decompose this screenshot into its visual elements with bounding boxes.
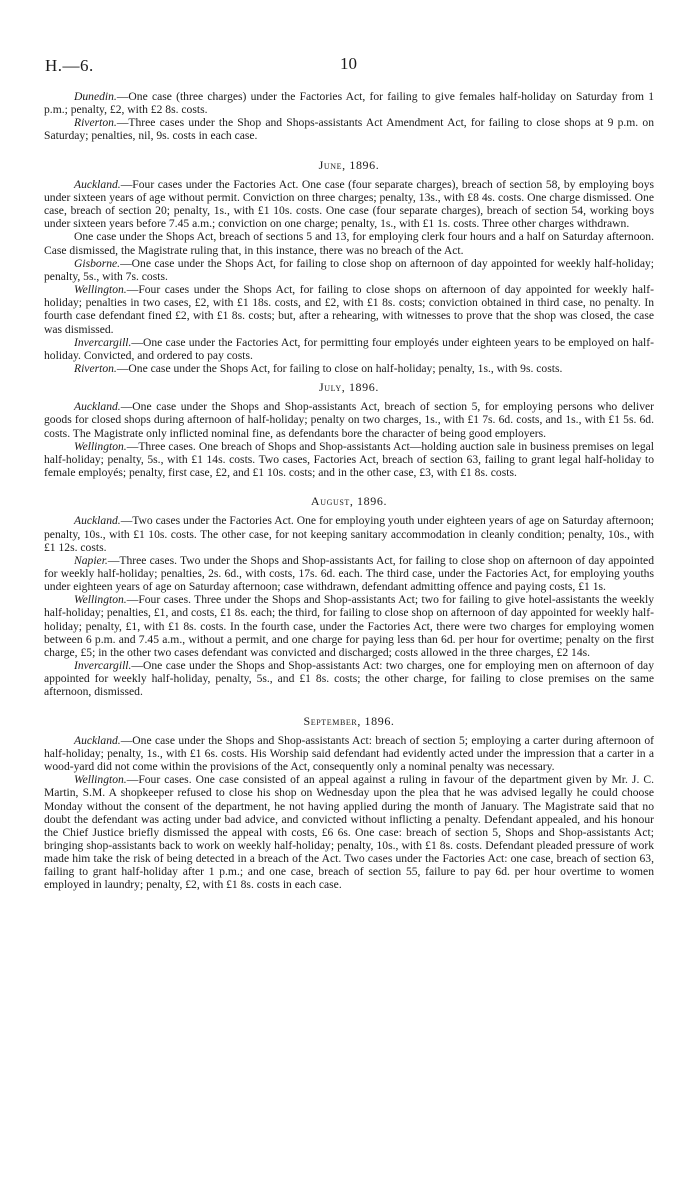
paragraph-text: Four cases. One case consisted of an appeal against a ruling in favour of the department given by Mr. J. C. Martin, S.M. A shopkeeper refused to close his shop on Wednesday upon the plea that he was advised legally he could choose Monday without the consent of the department, he not having applied during the month of January. The Magistrate said that no doubt the defendant was acting under bad advice, and convicted without inflicting a penalty. Defendant appealed, and his honour the Chief Justice briefly dismissed the appeal with costs, £6 6s. One case: breach of section 5, Shops and Shop-assistants Act; bringing shop-assistants back to work on weekly half-holiday; penalty, 10s., with £1 8s. costs. Defendant pleaded pressure of work made him take the risk of being detected in a breach of the Act. Two cases under the Factories Act: one case, breach of section 63, failing to grant half-holiday after 1 p.m.; and one case, breach of section 55, failure to pay 6d. per hour overtime to women employed in laundry; penalty, £2, with £1 8s. costs in each case. xyxy=(44,773,654,892)
paragraph-text: Two cases under the Factories Act. One for employing youth under eighteen years of age on Saturday afternoon; penalty, 10s., with £1 10s. costs. The other case, for not keeping sanitary accommodation in cleanly condition; penalty, 10s., with £1 12s. costs. xyxy=(44,514,654,554)
paragraph-text: One case under the Shops Act, breach of sections 5 and 13, for employing clerk four hours and a half on Saturday afternoon. Case dismissed, the Magistrate ruling that, in this instance, there was no breach of the Act. xyxy=(44,230,654,257)
paragraph: Riverton.—Three cases under the Shop and Shops-assistants Act Amendment Act, for failing to close shops at 9 p.m. on Saturday; penalties, nil, 9s. costs in each case. xyxy=(44,116,654,143)
place-name: Auckland. xyxy=(74,733,121,747)
section-heading-september: September, 1896. xyxy=(303,713,395,728)
paragraph: Invercargill.—One case under the Shops and Shop-assistants Act: two charges, one for employing men on afternoon of day appointed for weekly half-holiday, penalty, 5s., and £1 8s. costs; the other charge, for failing to close premises on the same afternoon, dismissed. xyxy=(44,659,654,699)
paragraph-text: Four cases. Three under the Shops and Shop-assistants Act; two for failing to give hotel-assistants the weekly half-holiday; penalties, £1, and costs, £1 8s. each; the third, for failing to close shop on afternoon of day appointed for weekly half-holiday; penalty, £1, with £1 8s. costs. In the fourth case, under the Factories Act, there were two charges for employing women between 6 p.m. and 7.45 a.m., without a permit, and one charge for paying less than 6d. per hour for overtime; penalty on the first charge, £5; in the other two cases defendant was convicted and discharged; costs allowed in the three charges, £2 14s. xyxy=(44,593,654,659)
paragraph-text: Three cases under the Shop and Shops-assistants Act Amendment Act, for failing to close shops at 9 p.m. on Saturday; penalties, nil, 9s. costs in each case. xyxy=(44,116,654,143)
place-name: Riverton. xyxy=(74,116,117,130)
paragraph: Dunedin.—One case (three charges) under the Factories Act, for failing to give females half-holiday on Saturday from 1 p.m.; penalty, £2, with £2 8s. costs. xyxy=(44,90,654,117)
paragraph: Wellington.—Four cases under the Shops Act, for failing to close shops on afternoon of day appointed for weekly half-holiday; penalties in two cases, £2, with £1 18s. costs, and £2, with £1 8s. costs; conviction obtained in third case, no penalty. In fourth case defendant fined £2, with £1 8s. costs; but, after a rehearing, with witnesses to prove that the shop was closed, the case was dismissed. xyxy=(44,283,654,336)
paragraph-text: Three cases. One breach of Shops and Shop-assistants Act—holding auction sale in business premises on legal half-holiday; penalty, 5s., with £1 14s. costs. Two cases, Factories Act, breach of section 63, failing to grant legal half-holiday to female employés; penalty, first case, £2, and £1 10s. costs; and in the other case, £3, with £1 8s. costs. xyxy=(44,439,654,480)
series-code: H.—6. xyxy=(45,56,94,75)
page-number: 10 xyxy=(340,54,357,73)
place-name: Dunedin. xyxy=(74,90,117,103)
paragraph: Gisborne.—One case under the Shops Act, for failing to close shop on afternoon of day appointed for weekly half-holiday; penalty, 5s., with 7s. costs. xyxy=(44,256,654,283)
place-name: Riverton. xyxy=(74,361,117,375)
paragraph-text: Four cases under the Factories Act. One case (four separate charges), breach of section 58, by employing boys under sixteen years of age without permit. Conviction on three charges; penalty, 13s., with £8 4s. costs. One charge dismissed. One case, breach of section 20; penalty, 1s., with £1 10s. costs. One case (four separate charges), breach of section 54, working boys under sixteen years before 7.45 a.m.; conviction on one charge; penalty, 1s., with £1 1s. costs. Three other charges withdrawn. xyxy=(44,177,654,231)
paragraph-text: One case under the Shops and Shop-assistants Act: two charges, one for employing men on afternoon of day appointed for weekly half-holiday, penalty, 5s., and £1 8s. costs; the other charge, for failing to close premises on the same afternoon, dismissed. xyxy=(44,659,654,699)
paragraph: Auckland.—One case under the Shops and Shop-assistants Act, breach of section 5, for employing persons who deliver goods for closed shops during afternoon of half-holiday; penalty on two charges, 1s., with £1 7s. 6d. costs, and 1s., with £1 5s. 6d. costs. The Magistrate only inflicted nominal fine, as defendants bore the character of being good employers. xyxy=(44,400,654,440)
place-name: Auckland. xyxy=(74,514,121,528)
paragraph: Auckland.—Two cases under the Factories Act. One for employing youth under eighteen years of age on Saturday afternoon; penalty, 10s., with £1 10s. costs. The other case, for not keeping sanitary accommodation in cleanly condition; penalty, 10s., with £1 12s. costs. xyxy=(44,514,654,554)
place-name: Invercargill. xyxy=(74,659,132,673)
paragraph: Napier.—Three cases. Two under the Shops and Shop-assistants Act, for failing to close shop on afternoon of day appointed for weekly half-holiday; penalties, 2s. 6d., with costs, 17s. 6d. each. The third case, under the Factories Act, for employing youths under eighteen years of age on Saturday afternoon; case withdrawn, defendant admitting offence and paying costs, £1 1s. xyxy=(44,553,654,594)
section-heading-july: July, 1896. xyxy=(319,380,379,395)
place-name: Invercargill. xyxy=(74,335,132,349)
paragraph: Riverton.—One case under the Shops Act, for failing to close on half-holiday; penalty, 1s., with 9s. costs. xyxy=(74,361,563,375)
paragraph-text: One case under the Shops Act, for failing to close shop on afternoon of day appointed for weekly half-holiday; penalty, 5s., with 7s. costs. xyxy=(44,256,654,283)
paragraph-text: One case (three charges) under the Factories Act, for failing to give females half-holiday on Saturday from 1 p.m.; penalty, £2, with £2 8s. costs. xyxy=(44,90,654,117)
paragraph: Invercargill.—One case under the Factories Act, for permitting four employés under eighteen years to be employed on half-holiday. Convicted, and ordered to pay costs. xyxy=(44,335,654,362)
section-heading-august: August, 1896. xyxy=(310,494,388,509)
paragraph: Wellington.—Four cases. Three under the Shops and Shop-assistants Act; two for failing to give hotel-assistants the weekly half-holiday; penalties, £1, and costs, £1 8s. each; the third, for failing to close shop on afternoon of day appointed for weekly half-holiday; penalty, £1, with £1 8s. costs. In the fourth case, under the Factories Act, there were two charges for employing women between 6 p.m. and 7.45 a.m., without a permit, and one charge for paying less than 6d. per hour for overtime; penalty on the first charge, £5; in the other two cases defendant was convicted and discharged; costs allowed in the three charges, £2 14s. xyxy=(44,593,654,659)
place-name: Auckland. xyxy=(74,400,121,414)
paragraph: Wellington.—Three cases. One breach of Shops and Shop-assistants Act—holding auction sale in business premises on legal half-holiday; penalty, 5s., with £1 14s. costs. Two cases, Factories Act, breach of section 63, failing to grant legal half-holiday to female employés; penalty, first case, £2, and £1 10s. costs; and in the other case, £3, with £1 8s. costs. xyxy=(44,439,654,480)
paragraph-text: One case under the Shops Act, for failing to close on half-holiday; penalty, 1s., with 9s. costs. xyxy=(128,361,563,375)
paragraph: Wellington.—Four cases. One case consisted of an appeal against a ruling in favour of the department given by Mr. J. C. Martin, S.M. A shopkeeper refused to close his shop on Wednesday upon the plea that he was advised legally he could choose Monday without the consent of the department, he not having applied during the month of January. The Magistrate said that no doubt the defendant was acting under bad advice, and convicted without inflicting a penalty. Defendant appealed, and his honour the Chief Justice briefly dismissed the appeal with costs, £6 6s. One case: breach of section 5, Shops and Shop-assistants Act; bringing shop-assistants back to work on weekly half-holiday; penalty, 10s., with £1 8s. costs. Defendant pleaded pressure of work made him take the risk of being detected in a breach of the Act. Two cases under the Factories Act: one case, breach of section 63, failing to grant half-holiday after 1 p.m.; and one case, breach of section 55, failure to pay 6d. per hour overtime to women employed in laundry; penalty, £2, with £1 8s. costs in each case. xyxy=(44,773,654,892)
place-name: Auckland. xyxy=(74,177,121,191)
section-heading-june: June, 1896. xyxy=(318,157,380,172)
paragraph: Auckland.—One case under the Shops and Shop-assistants Act: breach of section 5; employing a carter during afternoon of half-holiday; penalty, 1s., with £1 6s. costs. His Worship said defendant had evidently acted under the impression that a carter in a wood-yard did not come within the provisions of the Act, consequently only a nominal penalty was necessary. xyxy=(44,733,654,774)
report-body xyxy=(44,90,654,892)
paragraph-text: Three cases. Two under the Shops and Shop-assistants Act, for failing to close shop on afternoon of day appointed for weekly half-holiday; penalties, 2s. 6d., with costs, 17s. 6d. each. The third case, under the Factories Act, for employing youths under eighteen years of age on Saturday afternoon; case withdrawn, defendant admitting offence and paying costs, £1 1s. xyxy=(44,553,654,594)
paragraph-text: Four cases under the Shops Act, for failing to close shops on afternoon of day appointed for weekly half-holiday; penalties in two cases, £2, with £1 18s. costs, and £2, with £1 8s. costs; conviction obtained in third case, no penalty. In fourth case defendant fined £2, with £1 8s. costs; but, after a rehearing, with witnesses to prove that the shop was closed, the case was dismissed. xyxy=(44,283,654,336)
place-name: Napier. xyxy=(74,553,108,567)
paragraph-text: One case under the Shops and Shop-assistants Act, breach of section 5, for employing persons who deliver goods for closed shops during afternoon of half-holiday; penalty on two charges, 1s., with £1 7s. 6d. costs, and 1s., with £1 5s. 6d. costs. The Magistrate only inflicted nominal fine, as defendants bore the character of being good employers. xyxy=(44,400,654,440)
paragraph-text: One case under the Factories Act, for permitting four employés under eighteen years to be employed on half-holiday. Convicted, and ordered to pay costs. xyxy=(44,335,654,362)
place-name: Wellington. xyxy=(74,593,127,607)
place-name: Wellington. xyxy=(74,283,127,297)
paragraph: Auckland.—Four cases under the Factories Act. One case (four separate charges), breach of section 58, by employing boys under sixteen years of age without permit. Conviction on three charges; penalty, 13s., with £8 4s. costs. One charge dismissed. One case, breach of section 20; penalty, 1s., with £1 10s. costs. One case (four separate charges), breach of section 54, working boys under sixteen years before 7.45 a.m.; conviction on one charge; penalty, 1s., with £1 1s. costs. Three other charges withdrawn. xyxy=(44,177,654,231)
place-name: Wellington. xyxy=(74,439,127,453)
place-name: Wellington. xyxy=(74,773,127,787)
paragraph-text: One case under the Shops and Shop-assistants Act: breach of section 5; employing a carter during afternoon of half-holiday; penalty, 1s., with £1 6s. costs. His Worship said defendant had evidently acted under the impression that a carter in a wood-yard did not come within the provisions of the Act, consequently only a nominal penalty was necessary. xyxy=(44,733,654,774)
place-name: Gisborne. xyxy=(74,256,121,270)
paragraph xyxy=(44,230,654,256)
